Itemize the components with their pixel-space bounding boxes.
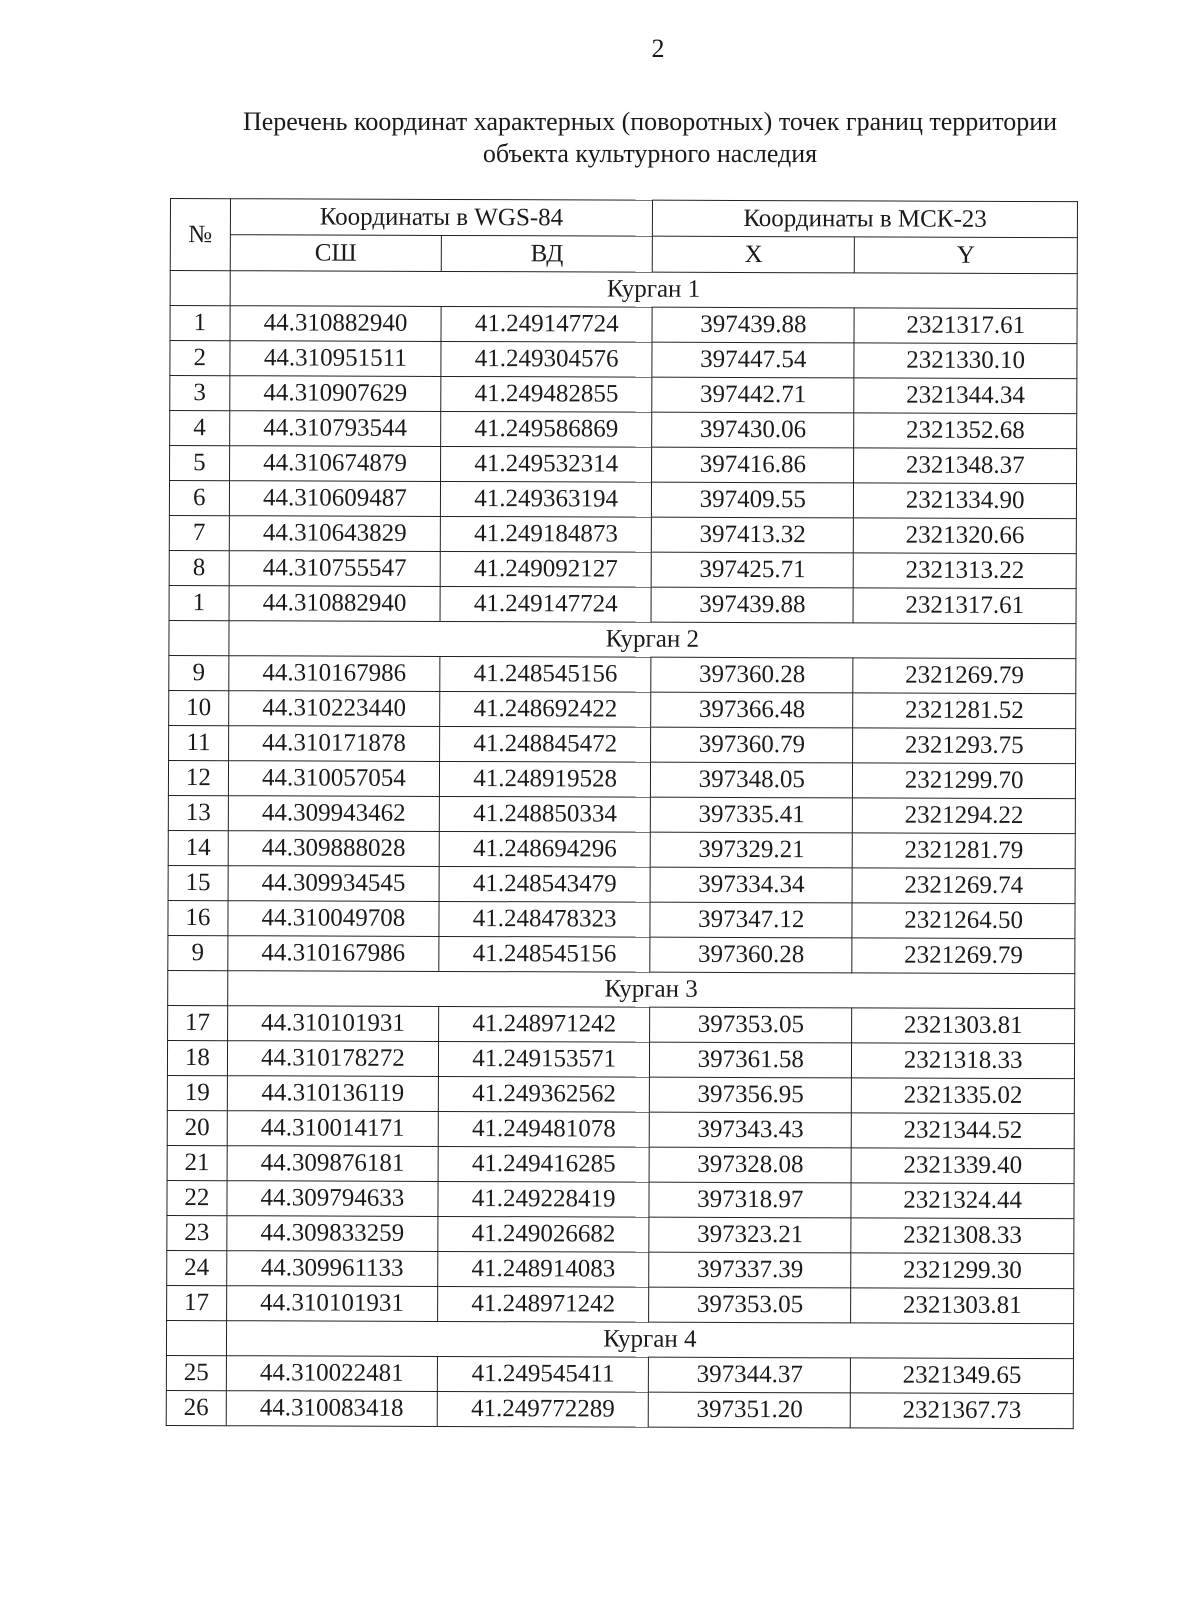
y-cell: 2321317.61: [853, 588, 1076, 624]
section-blank-cell: [168, 970, 228, 1005]
latitude-cell: 44.309934545: [228, 866, 439, 902]
latitude-cell: 44.310882940: [230, 306, 441, 342]
table-row: [168, 795, 1075, 833]
point-number: 9: [169, 655, 229, 690]
section-blank-cell: [170, 271, 230, 306]
y-cell: 2321294.22: [853, 798, 1076, 834]
longitude-cell: 41.248692422: [440, 691, 651, 727]
table-row: [170, 411, 1077, 449]
table-row: [169, 690, 1076, 728]
y-cell: 2321313.22: [853, 553, 1076, 589]
section-row: [170, 271, 1077, 309]
latitude-cell: 44.309876181: [227, 1146, 438, 1182]
table-row: [169, 655, 1076, 693]
longitude-cell: 41.249026682: [438, 1216, 649, 1252]
point-number: 21: [167, 1145, 227, 1180]
latitude-cell: 44.310022481: [226, 1356, 437, 1392]
latitude-cell: 44.310643829: [229, 516, 440, 552]
longitude-cell: 41.248478323: [439, 901, 650, 937]
x-cell: 397348.05: [651, 762, 853, 798]
header-y: Y: [855, 237, 1078, 274]
table-row: [167, 1040, 1074, 1078]
point-number: 22: [167, 1180, 227, 1215]
title-line-1: Перечень координат характерных (поворотных) точек границ территории: [242, 107, 1058, 136]
latitude-cell: 44.310178272: [227, 1041, 438, 1077]
x-cell: 397356.95: [650, 1077, 852, 1113]
section-row: [168, 970, 1075, 1008]
section-row: [169, 620, 1076, 658]
latitude-cell: 44.309961133: [226, 1251, 437, 1287]
y-cell: 2321352.68: [854, 413, 1077, 449]
x-cell: 397409.55: [652, 482, 854, 518]
latitude-cell: 44.310014171: [227, 1111, 438, 1147]
section-title: Курган 1: [230, 271, 1077, 309]
table-row: [167, 1110, 1074, 1148]
longitude-cell: 41.249228419: [438, 1181, 649, 1217]
x-cell: 397413.32: [652, 517, 854, 553]
latitude-cell: 44.310171878: [228, 726, 439, 762]
section-blank-cell: [169, 620, 229, 655]
y-cell: 2321303.81: [851, 1288, 1074, 1324]
latitude-cell: 44.310167986: [228, 936, 439, 972]
y-cell: 2321281.52: [853, 693, 1076, 729]
x-cell: 397439.88: [652, 307, 854, 343]
longitude-cell: 41.249481078: [438, 1111, 649, 1147]
point-number: 23: [167, 1215, 227, 1250]
longitude-cell: 41.249184873: [440, 516, 651, 552]
latitude-cell: 44.310223440: [228, 691, 439, 727]
longitude-cell: 41.249092127: [440, 551, 651, 587]
table-row: [168, 935, 1075, 973]
point-number: 19: [167, 1075, 227, 1110]
x-cell: 397360.79: [651, 727, 853, 763]
y-cell: 2321344.52: [852, 1113, 1075, 1149]
x-cell: 397329.21: [650, 832, 852, 868]
section-blank-cell: [166, 1320, 226, 1355]
y-cell: 2321299.30: [851, 1253, 1074, 1289]
table-row: [168, 760, 1075, 798]
x-cell: 397334.34: [650, 867, 852, 903]
point-number: 11: [169, 725, 229, 760]
point-number: 12: [168, 760, 228, 795]
section-row: [166, 1320, 1073, 1358]
latitude-cell: 44.310101931: [226, 1286, 437, 1322]
y-cell: 2321308.33: [851, 1218, 1074, 1254]
point-number: 14: [168, 830, 228, 865]
table-row: [168, 830, 1075, 868]
x-cell: 397416.86: [652, 447, 854, 483]
latitude-cell: 44.309833259: [227, 1216, 438, 1252]
y-cell: 2321269.79: [852, 938, 1075, 974]
latitude-cell: 44.310793544: [229, 411, 440, 447]
x-cell: 397323.21: [649, 1217, 851, 1253]
document-title: [180, 106, 1120, 170]
title-line-2: объекта культурного наследия: [482, 139, 818, 168]
latitude-cell: 44.310907629: [230, 376, 441, 412]
longitude-cell: 41.249545411: [437, 1356, 648, 1392]
point-number: 2: [170, 341, 230, 376]
point-number: 10: [169, 690, 229, 725]
x-cell: 397447.54: [652, 342, 854, 378]
y-cell: 2321334.90: [854, 483, 1077, 519]
coordinates-table: [166, 198, 1078, 1429]
table-row: [170, 341, 1077, 379]
table-row: [170, 306, 1077, 344]
x-cell: 397343.43: [650, 1112, 852, 1148]
table-row: [167, 1285, 1074, 1323]
table-body: [166, 271, 1077, 1429]
x-cell: 397366.48: [651, 692, 853, 728]
table-row: [166, 1355, 1073, 1393]
point-number: 13: [168, 795, 228, 830]
point-number: 5: [170, 446, 230, 481]
y-cell: 2321293.75: [853, 728, 1076, 764]
x-cell: 397430.06: [652, 412, 854, 448]
table-row: [167, 1250, 1074, 1288]
point-number: 20: [167, 1110, 227, 1145]
x-cell: 397318.97: [649, 1182, 851, 1218]
longitude-cell: 41.249147724: [440, 586, 651, 622]
x-cell: 397360.28: [650, 937, 852, 973]
x-cell: 397360.28: [651, 657, 853, 693]
y-cell: 2321318.33: [852, 1043, 1075, 1079]
y-cell: 2321339.40: [851, 1148, 1074, 1184]
latitude-cell: 44.310136119: [227, 1076, 438, 1112]
table-row: [169, 515, 1076, 553]
y-cell: 2321344.34: [854, 378, 1077, 414]
x-cell: 397328.08: [649, 1147, 851, 1183]
longitude-cell: 41.249153571: [438, 1041, 649, 1077]
x-cell: 397425.71: [651, 552, 853, 588]
y-cell: 2321367.73: [851, 1393, 1074, 1429]
section-title: Курган 2: [229, 621, 1076, 659]
point-number: 18: [167, 1040, 227, 1075]
header-wgs84: Координаты в WGS-84: [230, 199, 653, 236]
table-row: [168, 865, 1075, 903]
latitude-cell: 44.310882940: [229, 586, 440, 622]
table-header: [170, 199, 1077, 274]
longitude-cell: 41.248971242: [439, 1006, 650, 1042]
point-number: 26: [166, 1390, 226, 1425]
x-cell: 397347.12: [650, 902, 852, 938]
longitude-cell: 41.249772289: [437, 1391, 648, 1427]
y-cell: 2321320.66: [854, 518, 1077, 554]
table-row: [169, 725, 1076, 763]
y-cell: 2321269.79: [853, 658, 1076, 694]
longitude-cell: 41.248850334: [439, 796, 650, 832]
latitude-cell: 44.310083418: [226, 1391, 437, 1427]
point-number: 3: [170, 376, 230, 411]
page-number: 2: [651, 34, 665, 63]
y-cell: 2321349.65: [851, 1358, 1074, 1394]
header-msk23: Координаты в МСК-23: [653, 200, 1078, 237]
longitude-cell: 41.249363194: [440, 481, 651, 517]
longitude-cell: 41.248919528: [439, 761, 650, 797]
y-cell: 2321324.44: [851, 1183, 1074, 1219]
table-row: [169, 550, 1076, 588]
table-row: [168, 900, 1075, 938]
header-longitude: ВД: [441, 235, 652, 272]
x-cell: 397335.41: [651, 797, 853, 833]
point-number: 25: [166, 1355, 226, 1390]
point-number: 17: [167, 1285, 227, 1320]
table-row: [167, 1075, 1074, 1113]
header-latitude: СШ: [230, 235, 441, 272]
x-cell: 397337.39: [649, 1252, 851, 1288]
x-cell: 397353.05: [650, 1007, 852, 1043]
longitude-cell: 41.249304576: [441, 341, 652, 377]
point-number: 1: [170, 306, 230, 341]
latitude-cell: 44.310609487: [229, 481, 440, 517]
y-cell: 2321348.37: [854, 448, 1077, 484]
longitude-cell: 41.248545156: [439, 936, 650, 972]
section-title: Курган 4: [226, 1321, 1073, 1359]
longitude-cell: 41.248971242: [438, 1286, 649, 1322]
table-row: [168, 1005, 1075, 1043]
table-row: [167, 1215, 1074, 1253]
x-cell: 397442.71: [652, 377, 854, 413]
point-number: 24: [167, 1250, 227, 1285]
latitude-cell: 44.309943462: [228, 796, 439, 832]
latitude-cell: 44.310049708: [228, 901, 439, 937]
longitude-cell: 41.249532314: [441, 446, 652, 482]
latitude-cell: 44.310167986: [229, 656, 440, 692]
latitude-cell: 44.309888028: [228, 831, 439, 867]
table-row: [167, 1180, 1074, 1218]
latitude-cell: 44.310951511: [230, 341, 441, 377]
longitude-cell: 41.249416285: [438, 1146, 649, 1182]
longitude-cell: 41.249482855: [441, 376, 652, 412]
point-number: 1: [169, 585, 229, 620]
point-number: 4: [170, 411, 230, 446]
x-cell: 397344.37: [649, 1357, 851, 1393]
table-row: [166, 1390, 1073, 1428]
x-cell: 397353.05: [649, 1287, 851, 1323]
table-row: [169, 481, 1076, 519]
latitude-cell: 44.310101931: [227, 1006, 438, 1042]
longitude-cell: 41.248694296: [439, 831, 650, 867]
point-number: 8: [169, 550, 229, 585]
point-number: 9: [168, 935, 228, 970]
y-cell: 2321303.81: [852, 1008, 1075, 1044]
point-number: 15: [168, 865, 228, 900]
header-x: X: [653, 236, 855, 273]
table-row: [167, 1145, 1074, 1183]
y-cell: 2321335.02: [852, 1078, 1075, 1114]
y-cell: 2321299.70: [853, 763, 1076, 799]
latitude-cell: 44.309794633: [227, 1181, 438, 1217]
table-row: [169, 585, 1076, 623]
longitude-cell: 41.248545156: [440, 656, 651, 692]
x-cell: 397351.20: [649, 1392, 851, 1428]
longitude-cell: 41.249586869: [441, 411, 652, 447]
latitude-cell: 44.310674879: [229, 446, 440, 482]
longitude-cell: 41.248914083: [438, 1251, 649, 1287]
y-cell: 2321264.50: [852, 903, 1075, 939]
longitude-cell: 41.249362562: [438, 1076, 649, 1112]
point-number: 16: [168, 900, 228, 935]
header-number: №: [170, 199, 230, 271]
point-number: 6: [169, 481, 229, 516]
section-title: Курган 3: [227, 971, 1074, 1009]
longitude-cell: 41.248845472: [440, 726, 651, 762]
x-cell: 397439.88: [651, 587, 853, 623]
latitude-cell: 44.310057054: [228, 761, 439, 797]
longitude-cell: 41.248543479: [439, 866, 650, 902]
table-row: [170, 376, 1077, 414]
y-cell: 2321269.74: [852, 868, 1075, 904]
y-cell: 2321330.10: [854, 343, 1077, 379]
y-cell: 2321281.79: [852, 833, 1075, 869]
x-cell: 397361.58: [650, 1042, 852, 1078]
point-number: 7: [169, 515, 229, 550]
y-cell: 2321317.61: [854, 308, 1077, 344]
table-row: [170, 446, 1077, 484]
longitude-cell: 41.249147724: [441, 306, 652, 342]
point-number: 17: [168, 1005, 228, 1040]
latitude-cell: 44.310755547: [229, 551, 440, 587]
